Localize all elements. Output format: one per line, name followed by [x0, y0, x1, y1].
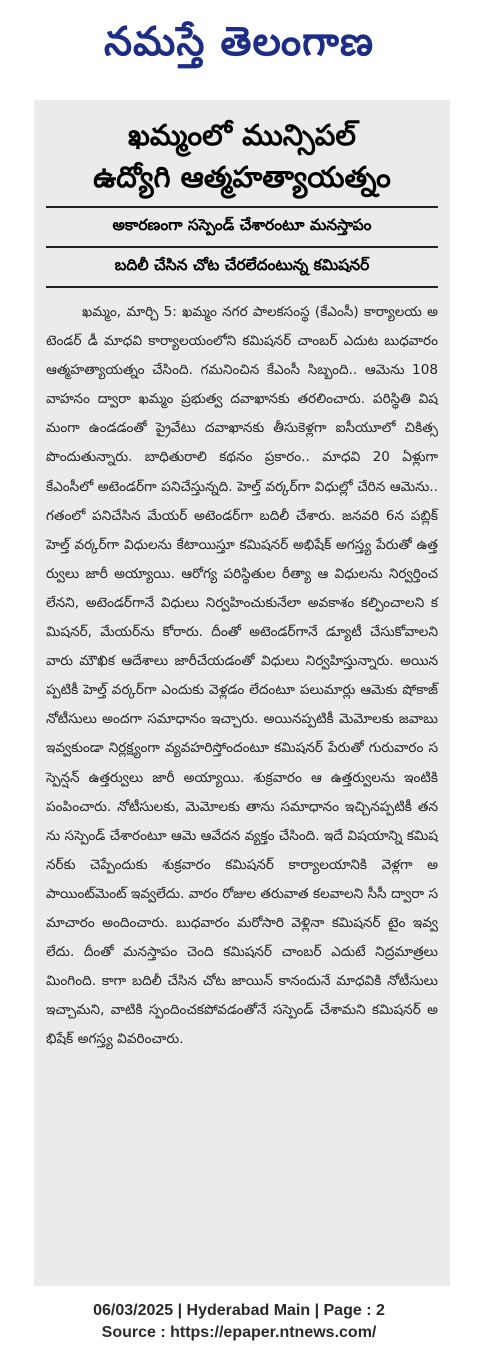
divider	[46, 286, 438, 288]
subheadline-1: అకారణంగా సస్పెండ్ చేశారంటూ మనస్తాపం	[112, 216, 372, 234]
subheadline-2: బదిలీ చేసిన చోట చేరలేదంటున్న కమిషనర్	[114, 256, 370, 274]
newspaper-logo: నమస్తే తెలంగాణ	[103, 17, 375, 65]
article-body	[46, 298, 438, 1054]
divider	[46, 206, 438, 208]
source-link[interactable]: Source : https://epaper.ntnews.com/	[101, 1324, 377, 1341]
headline-line-1: ఖమ్మంలో మున్సిపల్	[128, 118, 356, 152]
headline-line-2: ఉద్యోగి ఆత్మహత్యాయత్నం	[93, 160, 391, 194]
headline	[46, 114, 438, 198]
footer	[0, 1300, 478, 1344]
publication-info: 06/03/2025 | Hyderabad Main | Page : 2	[93, 1302, 385, 1319]
masthead	[0, 0, 478, 92]
article-paragraph: ఖమ్మం, మార్చి 5: ఖమ్మం నగర పాలకసంస్థ (కేఎంసీ) కార్యాలయ అటెండర్ డీ మాధవి కార్యాలయంలోని కమిషనర్ చాంబర్ ఎదుట బుధవారం ఆత్మహత్యాయత్నం చేసింది. గమనించిన కేఎంసీ సిబ్బంది.. ఆమెను 108 వాహనం ద్వారా ఖమ్మం ప్రభుత్వ దవాఖానకు తరలించారు. పరిస్థితి విషమంగా ఉండడంతో ప్రైవేటు దవాఖానకు తీసుకెళ్లగా ఐసీయూలో చికిత్స పొందుతున్నారు. బాధితురాలి కథనం ప్రకారం.. మాధవి 20 ఏళ్లుగా కేఎంసీలో అటెండర్‌గా పనిచేస్తున్నది. హెల్త్ వర్కర్‌గా విధుల్లో చేరిన ఆమెను.. గతంలో పనిచేసిన మేయర్ అటెండర్‌గా బదిలీ చేశారు. జనవరి 6న పబ్లిక్ హెల్త్ వర్కర్‌గా విధులను కేటాయిస్తూ కమిషనర్ అభిషేక్ అగస్త్య పేరుతో ఉత్తర్వులు జారీ అయ్యాయి. ఆరోగ్య పరిస్థితుల రీత్యా ఆ విధులను నిర్వర్తించలేనని, అటెండర్‌గానే విధులు నిర్వహించుకునేలా అవకాశం కల్పించాలని కమిషనర్, మేయర్‌ను కోరారు. దీంతో అటెండర్‌గానే డ్యూటీ చేసుకోవాలని వారు మౌఖిక ఆదేశాలు జారీచేయడంతో విధులు నిర్వహిస్తున్నారు. అయినప్పటికీ హెల్త్ వర్కర్‌గా ఎందుకు వెళ్లడం లేదంటూ పలుమార్లు ఆమెకు షోకాజ్ నోటీసులు అందగా సమాధానం ఇచ్చారు. అయినప్పటికీ మెమోలకు జవాబు ఇవ్వకుండా నిర్లక్ష్యంగా వ్యవహరిస్తోందంటూ కమిషనర్ పేరుతో గురువారం సస్పెన్షన్ ఉత్తర్వులు జారీ అయ్యాయి. శుక్రవారం ఆ ఉత్తర్వులను ఇంటికి పంపించారు. నోటీసులకు, మెమోలకు తాను సమాధానం ఇచ్చినప్పటికీ తనను సస్పెండ్ చేశారంటూ ఆమె ఆవేదన వ్యక్తం చేసింది. ఇదే విషయాన్ని కమిషనర్‌కు చెప్పేందుకు శుక్రవారం కమిషనర్ కార్యాలయానికి వెళ్లగా అపాయింట్‌మెంట్ ఇవ్వలేదు. వారం రోజుల తరువాత కలవాలని సీసీ ద్వారా సమాచారం అందించారు. బుధవారం మరోసారి వెళ్లినా కమిషనర్ టైం ఇవ్వలేదు. దీంతో మనస్తాపం చెంది కమిషనర్ చాంబర్ ఎదుటే నిద్రమాత్రలు మింగింది. కాగా బదిలీ చేసిన చోట జాయిన్ కానందునే మాధవికి నోటీసులు ఇచ్చామని, వాటికి స్పందించకపోవడంతోనే సస్పెండ్ చేశామని కమిషనర్ అభిషేక్ అగస్త్య వివరించారు.	[46, 304, 438, 1048]
divider	[46, 246, 438, 248]
article-clipping	[34, 100, 450, 1286]
